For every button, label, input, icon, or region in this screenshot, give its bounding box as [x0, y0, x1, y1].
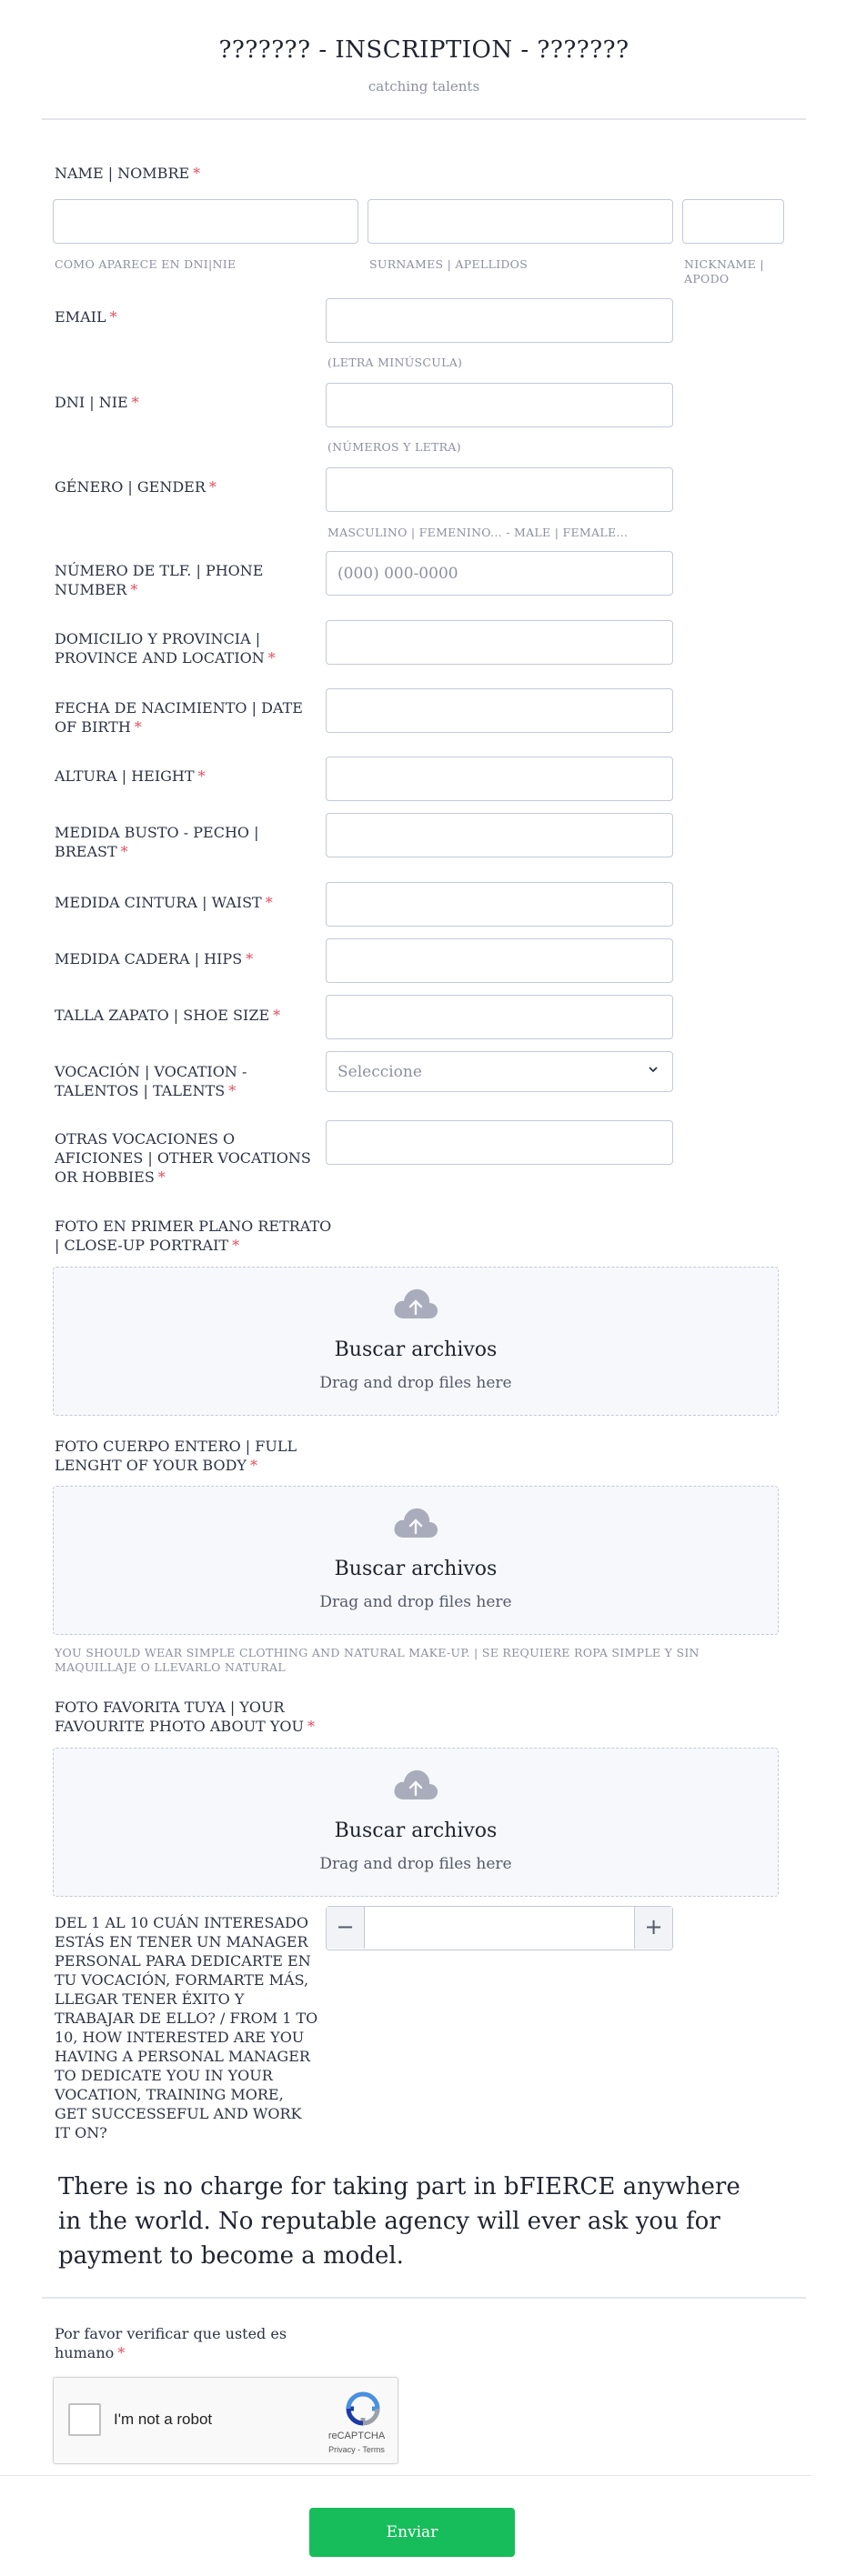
cloud-upload-icon	[392, 1505, 439, 1541]
browse-files-button[interactable]: Buscar archivos	[334, 1338, 498, 1361]
dni-label: DNI | NIE *	[55, 394, 139, 411]
hobbies-input[interactable]	[326, 1120, 673, 1165]
body-upload-label: FOTO CUERPO ENTERO | FULL LENGHT OF YOUR BODY *	[55, 1438, 297, 1474]
clothing-note: YOU SHOULD WEAR SIMPLE CLOTHING AND NATURAL MAKE-UP. | SE REQUIERE ROPA SIMPLE Y SIN MAQUILLAJE O LLEVARLO NATURAL	[55, 1646, 700, 1674]
phone-input[interactable]	[326, 551, 673, 596]
recaptcha-brand: reCAPTCHA	[327, 2431, 386, 2441]
drag-drop-hint: Drag and drop files here	[319, 1855, 512, 1873]
name-label: NAME | NOMBRE *	[55, 165, 201, 182]
chevron-down-icon	[647, 1061, 660, 1080]
waist-input[interactable]	[326, 882, 673, 927]
bust-label: MEDIDA BUSTO - PECHO | BREAST *	[55, 824, 259, 860]
drag-drop-hint: Drag and drop files here	[319, 1593, 512, 1611]
vocation-label: VOCACIÓN | VOCATION - TALENTOS | TALENTS *	[55, 1063, 247, 1099]
body-dropzone[interactable]	[53, 1486, 779, 1635]
vocation-select[interactable]	[326, 1051, 673, 1092]
address-label: DOMICILIO Y PROVINCIA | PROVINCE AND LOCATION *	[55, 630, 276, 667]
form-subtitle: catching talents	[368, 78, 480, 95]
captcha-label: Por favor verificar que usted es humano *	[55, 2325, 287, 2361]
payment-disclaimer: There is no charge for taking part in bFIERCE anywhere in the world. No reputable agency will ever ask you for payment to become a model.	[58, 2173, 740, 2270]
nickname-input[interactable]	[682, 199, 784, 244]
email-sublabel: (LETRA MINÚSCULA)	[327, 356, 463, 369]
favourite-upload-label: FOTO FAVORITA TUYA | YOUR FAVOURITE PHOTO ABOUT YOU *	[55, 1699, 315, 1735]
cloud-upload-icon	[392, 1767, 439, 1803]
section-divider	[42, 2297, 806, 2299]
recaptcha-checkbox[interactable]	[68, 2403, 101, 2436]
nickname-sublabel: NICKNAME | APODO	[684, 257, 764, 286]
height-input[interactable]	[326, 757, 673, 801]
dni-input[interactable]	[326, 383, 673, 427]
birth-input[interactable]	[326, 688, 673, 733]
decrement-button[interactable]: −	[327, 1907, 365, 1949]
last-name-sublabel: SURNAMES | APELLIDOS	[369, 257, 529, 271]
interest-label: DEL 1 AL 10 CUÁN INTERESADO ESTÁS EN TENER UN MANAGER PERSONAL PARA DEDICARTE EN TU VOCACIÓN, FORMARTE MÁS, LLEGAR TENER ÉXITO Y TRABAJAR DE ELLO? / FROM 1 TO 10, HOW INTERESTED ARE YOU HAVING A PERSONAL MANAGER TO DEDICATE YOU IN YOUR VOCATION, TRAINING MORE, GET SUCCESSEFUL AND WORK IT ON?	[55, 1914, 318, 2141]
birth-label: FECHA DE NACIMIENTO | DATE OF BIRTH *	[55, 699, 303, 736]
phone-label: NÚMERO DE TLF. | PHONE NUMBER *	[55, 562, 264, 598]
first-name-sublabel: COMO APARECE EN DNI|NIE	[55, 257, 237, 271]
favourite-dropzone[interactable]	[53, 1748, 779, 1897]
browse-files-button[interactable]: Buscar archivos	[334, 1819, 498, 1842]
recaptcha-links[interactable]: Privacy - Terms	[328, 2445, 385, 2454]
form-title: ??????? - INSCRIPTION - ???????	[218, 36, 629, 64]
shoe-label: TALLA ZAPATO | SHOE SIZE *	[55, 1007, 281, 1024]
drag-drop-hint: Drag and drop files here	[319, 1374, 512, 1392]
hobbies-label: OTRAS VOCACIONES O AFICIONES | OTHER VOCATIONS OR HOBBIES *	[55, 1130, 311, 1186]
hips-input[interactable]	[326, 938, 673, 983]
vocation-selected-value: Seleccione	[337, 1063, 422, 1081]
bust-input[interactable]	[326, 813, 673, 857]
submit-button[interactable]: Enviar	[309, 2508, 515, 2557]
recaptcha-label: I'm not a robot	[114, 2411, 213, 2428]
portrait-upload-label: FOTO EN PRIMER PLANO RETRATO | CLOSE-UP PORTRAIT *	[55, 1218, 332, 1254]
recaptcha-widget	[53, 2377, 398, 2464]
email-label: EMAIL *	[55, 308, 117, 326]
height-label: ALTURA | HEIGHT *	[55, 767, 206, 785]
gender-input[interactable]	[326, 467, 673, 512]
footer-divider	[0, 2475, 811, 2476]
increment-button[interactable]: +	[634, 1907, 672, 1949]
email-input[interactable]	[326, 298, 673, 343]
interest-stepper[interactable]	[326, 1906, 673, 1950]
portrait-dropzone[interactable]	[53, 1267, 779, 1416]
waist-label: MEDIDA CINTURA | WAIST *	[55, 894, 273, 911]
first-name-input[interactable]	[53, 199, 358, 244]
gender-label: GÉNERO | GENDER *	[55, 478, 217, 496]
hips-label: MEDIDA CADERA | HIPS *	[55, 950, 254, 967]
browse-files-button[interactable]: Buscar archivos	[334, 1558, 498, 1580]
last-name-input[interactable]	[368, 199, 673, 244]
gender-sublabel: MASCULINO | FEMENINO... - MALE | FEMALE...	[327, 526, 629, 539]
shoe-input[interactable]	[326, 995, 673, 1039]
phone-placeholder: (000) 000-0000	[337, 565, 458, 583]
cloud-upload-icon	[392, 1286, 439, 1322]
form-header	[42, 36, 806, 95]
recaptcha-logo-icon	[343, 2389, 383, 2429]
address-input[interactable]	[326, 620, 673, 665]
header-divider	[42, 118, 806, 120]
dni-sublabel: (NÚMEROS Y LETRA)	[327, 440, 461, 454]
